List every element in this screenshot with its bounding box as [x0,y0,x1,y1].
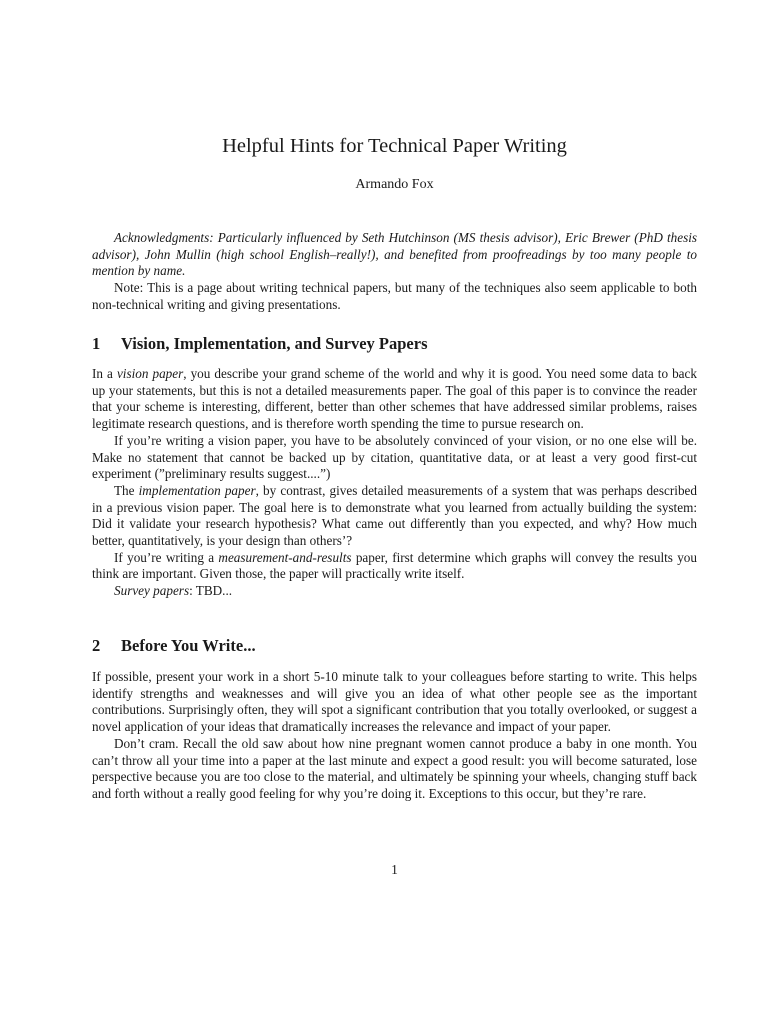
text-run: paper, first determine which graphs will convey the results you think are important. Given those, the paper will practically write itself. [92,549,697,582]
section-number: 1 [92,334,101,353]
paragraph [92,583,697,600]
emphasis-term: implementation paper [138,482,256,498]
section-heading-1 [92,334,697,354]
section-2-body [92,669,697,803]
paragraph [92,483,697,550]
emphasis-term: measurement-and-results [218,549,352,565]
emphasis-term: Survey papers [114,583,190,599]
paragraph [92,366,697,433]
section-number: 2 [92,636,101,655]
paragraph: Don’t cram. Recall the old saw about how nine pregnant women cannot produce a baby in one month. You can’t throw all your time into a paper at the last minute and expect a good result: you will become saturated, lose perspective because you are too close to the material, and ultimately be spinning your wheels, changing stuff back and forth without a really good feeling for why you’re doing it. Exceptions to this occur, but they’re rare. [92,735,697,801]
section-title: Vision, Implementation, and Survey Papers [121,334,428,353]
paragraph: If you’re writing a vision paper, you have to be absolutely convinced of your vision, or no one else will be. Make no statement that cannot be backed up by citation, quantitative data, or at least a very good first-cut experiment (”preliminary results suggest....”) [92,432,697,482]
section-1-body [92,366,697,600]
emphasis-term: vision paper [116,366,184,381]
section-title: Before You Write... [121,636,256,655]
acknowledgments-paragraph: Acknowledgments: Particularly influenced by Seth Hutchinson (MS thesis advisor), Eric Brewer (PhD thesis advisor), John Mullin (high school English–really!), and benefited from proofreadings by too many people to mention by name. [92,230,697,279]
note-paragraph: Note: This is a page about writing technical papers, but many of the techniques also seem applicable to both non-technical writing and giving presentations. [92,280,697,312]
text-run: , you describe your grand scheme of the world and why it is good. You need some data to back up your statements, but this is not a detailed measurements paper. The goal of this paper is to convince the reader that your scheme is interesting, different, better than other schemes that have addressed similar problems, raises legitimate research questions, and is therefore worth spending the time to pursue research on. [92,366,697,432]
text-run: If you’re writing a [114,549,219,565]
author-name: Armando Fox [355,177,434,192]
text-run: : TBD... [189,583,233,599]
paragraph: If possible, present your work in a short 5-10 minute talk to your colleagues before starting to write. This helps identify strengths and weaknesses and will give you an idea of what other people see as the important contributions. Surprisingly often, they will spot a significant contribution that you totally overlooked, or suggest a novel application of your ideas that dramatically increases the relevance and impact of your paper. [92,669,697,735]
paragraph [92,550,697,583]
front-matter [92,230,697,314]
page-number: 1 [391,862,398,877]
text-run: The [114,482,139,498]
page-title: Helpful Hints for Technical Paper Writing [222,135,567,157]
text-run: In a [92,366,117,381]
text-run: , by contrast, gives detailed measurements of a system that was perhaps described in a previous vision paper. The goal here is to demonstrate what you learned from actually building the system: Did it validate your research hypothesis? What came out differently than you expected, and why? How much better, quantitatively, is your design than others’? [92,482,697,549]
section-heading-2 [92,636,697,656]
